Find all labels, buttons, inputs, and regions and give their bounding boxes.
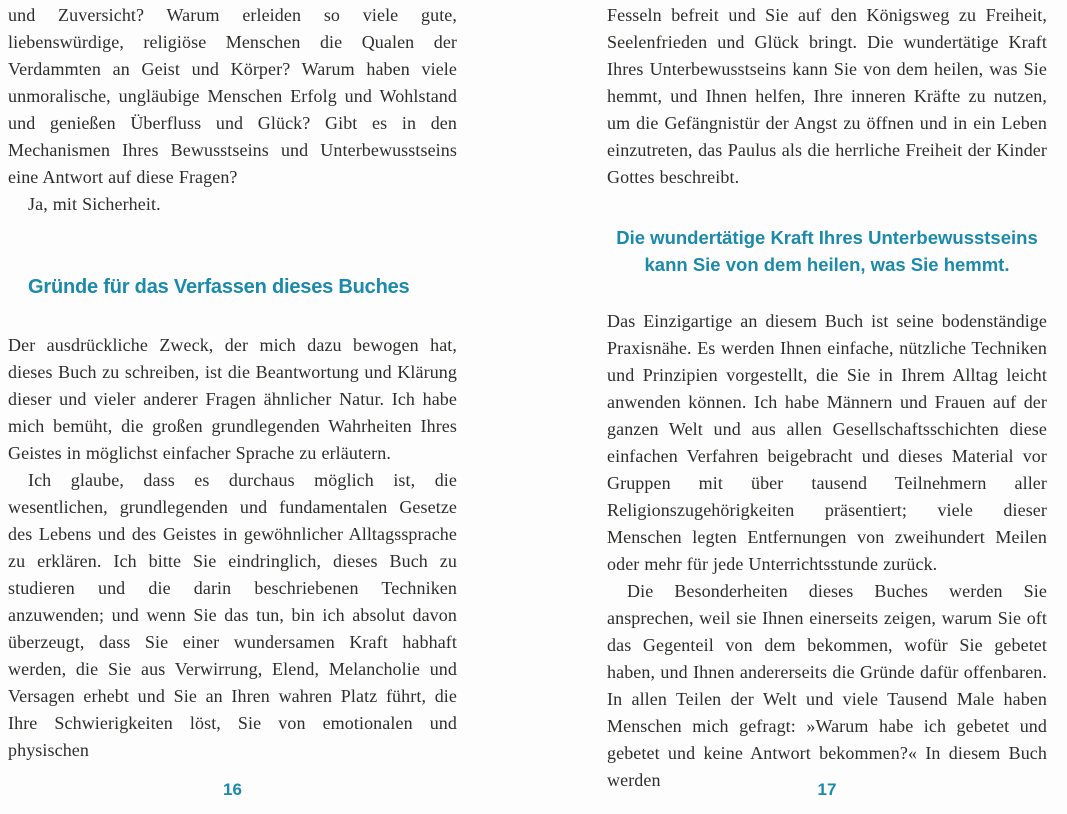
pull-quote	[607, 224, 1047, 278]
body-paragraph: Das Einzigartige an diesem Buch ist seine bodenständige Praxisnähe. Es werden Ihnen einfache, nützliche Techniken und Prinzipien vorgestellt, die Sie in Ihrem Alltag leicht anwenden können. Ich habe Männern und Frauen auf der ganzen Welt und aus allen Gesellschaftsschichten diese einfachen Verfahren beigebracht und dieses Material vor Gruppen mit über tausend Teilnehmern aller Religionszugehörigkeiten präsentiert; viele dieser Menschen legten Entfernungen von zweihundert Meilen oder mehr für jede Unterrichtsstunde zurück.	[607, 311, 1047, 574]
section-heading: Gründe für das Verfassen dieses Buches	[28, 276, 410, 298]
body-paragraph: Ja, mit Sicherheit.	[28, 194, 161, 214]
page-17-text-column	[607, 2, 1047, 794]
page-16	[0, 0, 533, 814]
body-paragraph: Die Besonderheiten dieses Buches werden Sie ansprechen, weil sie Ihnen einerseits zeigen, warum Sie oft das Gegenteil von dem bekommen, wofür Sie gebetet haben, und Ihnen andererseits die Gründe dafür offenbaren. In allen Teilen der Welt und viele Tausend Male haben Menschen mich gefragt: »Warum habe ich gebetet und gebetet und keine Antwort bekommen?« In diesem Buch werden	[607, 581, 1047, 790]
page-17	[534, 0, 1067, 814]
page-16-text-column	[8, 2, 457, 764]
body-paragraph: und Zuversicht? Warum erleiden so viele gute, liebenswürdige, religiöse Menschen die Qualen der Verdammten an Geist und Körper? Warum haben viele unmoralische, ungläubige Menschen Erfolg und Wohlstand und genießen Überfluss und Glück? Gibt es in den Mechanismen Ihres Bewusstseins und Unterbewusstseins eine Antwort auf diese Fragen?	[8, 5, 457, 187]
page-number-17: 17	[817, 780, 837, 799]
body-paragraph: Fesseln befreit und Sie auf den Königsweg zu Freiheit, Seelenfrieden und Glück bringt. Die wundertätige Kraft Ihres Unterbewusstseins kann Sie von dem heilen, was Sie hemmt, und Ihnen helfen, Ihre inneren Kräfte zu nutzen, um die Gefängnistür der Angst zu öffnen und in ein Leben einzutreten, das Paulus als die herrliche Freiheit der Kinder Gottes beschreibt.	[607, 5, 1047, 187]
pull-quote-line: kann Sie von dem heilen, was Sie hemmt.	[644, 254, 1010, 275]
body-paragraph: Der ausdrückliche Zweck, der mich dazu bewogen hat, dieses Buch zu schreiben, ist die Beantwortung und Klärung dieser und vieler anderer Fragen ähnlicher Natur. Ich habe mich bemüht, die großen grundlegenden Wahrheiten Ihres Geistes in möglichst einfacher Sprache zu erläutern.	[8, 335, 457, 463]
page-number-16: 16	[223, 780, 242, 799]
body-paragraph: Ich glaube, dass es durchaus möglich ist, die wesentlichen, grundlegenden und fundamentalen Gesetze des Lebens und des Geistes in gewöhnlicher Alltagssprache zu erklären. Ich bitte Sie eindringlich, dieses Buch zu studieren und die darin beschriebenen Techniken anzuwenden; und wenn Sie das tun, bin ich absolut davon überzeugt, dass Sie einer wundersamen Kraft habhaft werden, die Sie aus Verwirrung, Elend, Melancholie und Versagen erhebt und Sie an Ihren wahren Platz führt, die Ihre Schwierigkeiten löst, Sie von emotionalen und physischen	[8, 470, 457, 760]
pull-quote-line: Die wundertätige Kraft Ihres Unterbewusstseins	[616, 227, 1038, 248]
